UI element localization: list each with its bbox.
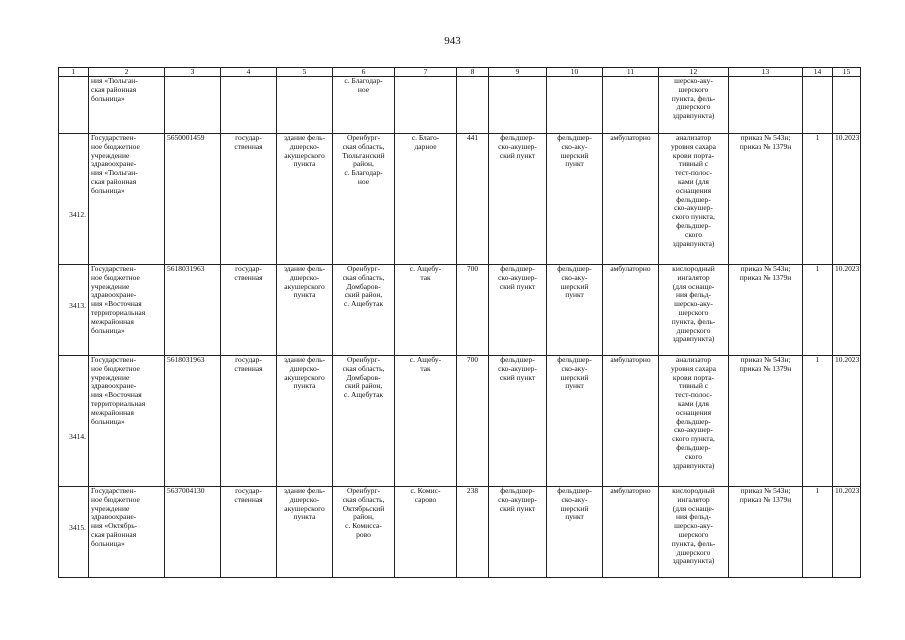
inn-code: 5650001459 [165,134,221,265]
unit-type: фельдшер- ско-акушер- ский пункт [489,487,547,578]
column-number: 9 [489,68,547,77]
ownership-form: государ- ственная [221,265,277,356]
care-form: амбулаторно [603,265,659,356]
address: с. Благодар- ное [333,77,395,134]
inn-code [165,77,221,134]
institution-name: Государствен- ное бюджетное учреждение здравоохране- ния «Восточная территориальная межрайонная больница» [89,265,165,356]
unit-type: фельдшер- ско-акушер- ский пункт [489,356,547,487]
settlement: с. Комис- сарово [395,487,457,578]
population [457,77,489,134]
column-number: 11 [603,68,659,77]
unit-type: фельдшер- ско-акушер- ский пункт [489,134,547,265]
quantity: 1 [803,487,833,578]
delivery-date: 10.2023 [833,356,861,487]
settlement: с. Ащебу- так [395,356,457,487]
building-type: здание фель- дшерско- акушерского пункта [277,134,333,265]
ownership-form [221,77,277,134]
settlement [395,77,457,134]
settlement: с. Ащебу- так [395,265,457,356]
quantity: 1 [803,134,833,265]
address: Оренбург- ская область, Домбаров- ский район, с. Ащебутак [333,265,395,356]
unit-kind [547,77,603,134]
quantity: 1 [803,356,833,487]
equipment-name: анализатор уровня сахара крови порта- тивный с тест-полос- ками (для оснащения фельдшер- ско-акушер- ского пункта, фельдшер- ского здравпункта) [659,356,729,487]
population: 238 [457,487,489,578]
settlement: с. Благо- дарное [395,134,457,265]
column-number: 15 [833,68,861,77]
regulation-order [729,77,803,134]
institution-name: Государствен- ное бюджетное учреждение здравоохране- ния «Октябрь- ская районная больница» [89,487,165,578]
inn-code: 5618031963 [165,356,221,487]
row-number: 3412. [59,134,89,265]
building-type [277,77,333,134]
column-number: 13 [729,68,803,77]
regulation-order: приказ № 543н; приказ № 1379н [729,134,803,265]
address: Оренбург- ская область, Тюльганский район, с. Благодар- ное [333,134,395,265]
column-number: 3 [165,68,221,77]
building-type: здание фель- дшерско- акушерского пункта [277,265,333,356]
care-form: амбулаторно [603,487,659,578]
column-number: 1 [59,68,89,77]
delivery-date: 10.2023 [833,134,861,265]
delivery-date: 10.2023 [833,265,861,356]
address: Оренбург- ская область, Октябрьский район, с. Комисса- рово [333,487,395,578]
institution-name: ния «Тюльган- ская районная больница» [89,77,165,134]
column-number: 12 [659,68,729,77]
population: 441 [457,134,489,265]
table-row [59,134,861,265]
institution-name: Государствен- ное бюджетное учреждение здравоохране- ния «Тюльган- ская районная больница» [89,134,165,265]
table-row [59,487,861,578]
column-number: 2 [89,68,165,77]
quantity [803,77,833,134]
table-row [59,356,861,487]
equipment-name: кислородный ингалятор (для оснаще- ния фельд- шерско-аку- шерского пункта, фель- дшерского здравпункта) [659,487,729,578]
regulation-order: приказ № 543н; приказ № 1379н [729,356,803,487]
column-number: 8 [457,68,489,77]
care-form: амбулаторно [603,134,659,265]
building-type: здание фель- дшерско- акушерского пункта [277,356,333,487]
regulation-order: приказ № 543н; приказ № 1379н [729,487,803,578]
ownership-form: государ- ственная [221,487,277,578]
table-row [59,265,861,356]
building-type: здание фель- дшерско- акушерского пункта [277,487,333,578]
row-number [59,77,89,134]
column-number: 5 [277,68,333,77]
row-number: 3415. [59,487,89,578]
care-form [603,77,659,134]
unit-kind: фельдшер- ско-аку- шерский пункт [547,356,603,487]
delivery-date: 10.2023 [833,487,861,578]
unit-type [489,77,547,134]
equipment-name: кислородный ингалятор (для оснаще- ния фельд- шерско-аку- шерского пункта, фель- дшерского здравпункта) [659,265,729,356]
ownership-form: государ- ственная [221,356,277,487]
inn-code: 5618031963 [165,265,221,356]
equipment-name: шерско-аку- шерского пункта, фель- дшерского здравпункта) [659,77,729,134]
population: 700 [457,265,489,356]
address: Оренбург- ская область, Домбаров- ский район, с. Ащебутак [333,356,395,487]
page-number: 943 [444,35,461,47]
column-number: 10 [547,68,603,77]
unit-kind: фельдшер- ско-аку- шерский пункт [547,134,603,265]
column-number: 4 [221,68,277,77]
unit-kind: фельдшер- ско-аку- шерский пункт [547,487,603,578]
column-number: 7 [395,68,457,77]
row-number: 3414. [59,356,89,487]
quantity: 1 [803,265,833,356]
inn-code: 5637004130 [165,487,221,578]
unit-kind: фельдшер- ско-аку- шерский пункт [547,265,603,356]
table-row [59,77,861,134]
column-number: 14 [803,68,833,77]
unit-type: фельдшер- ско-акушер- ский пункт [489,265,547,356]
population: 700 [457,356,489,487]
institution-name: Государствен- ное бюджетное учреждение здравоохране- ния «Восточная территориальная межрайонная больница» [89,356,165,487]
ownership-form: государ- ственная [221,134,277,265]
regulation-order: приказ № 543н; приказ № 1379н [729,265,803,356]
care-form: амбулаторно [603,356,659,487]
equipment-name: анализатор уровня сахара крови порта- тивный с тест-полос- ками (для оснащения фельдшер- ско-акушер- ского пункта, фельдшер- ского здравпункта) [659,134,729,265]
row-number: 3413. [59,265,89,356]
column-number-row [59,68,861,77]
delivery-date [833,77,861,134]
column-number: 6 [333,68,395,77]
registry-table [58,67,861,578]
